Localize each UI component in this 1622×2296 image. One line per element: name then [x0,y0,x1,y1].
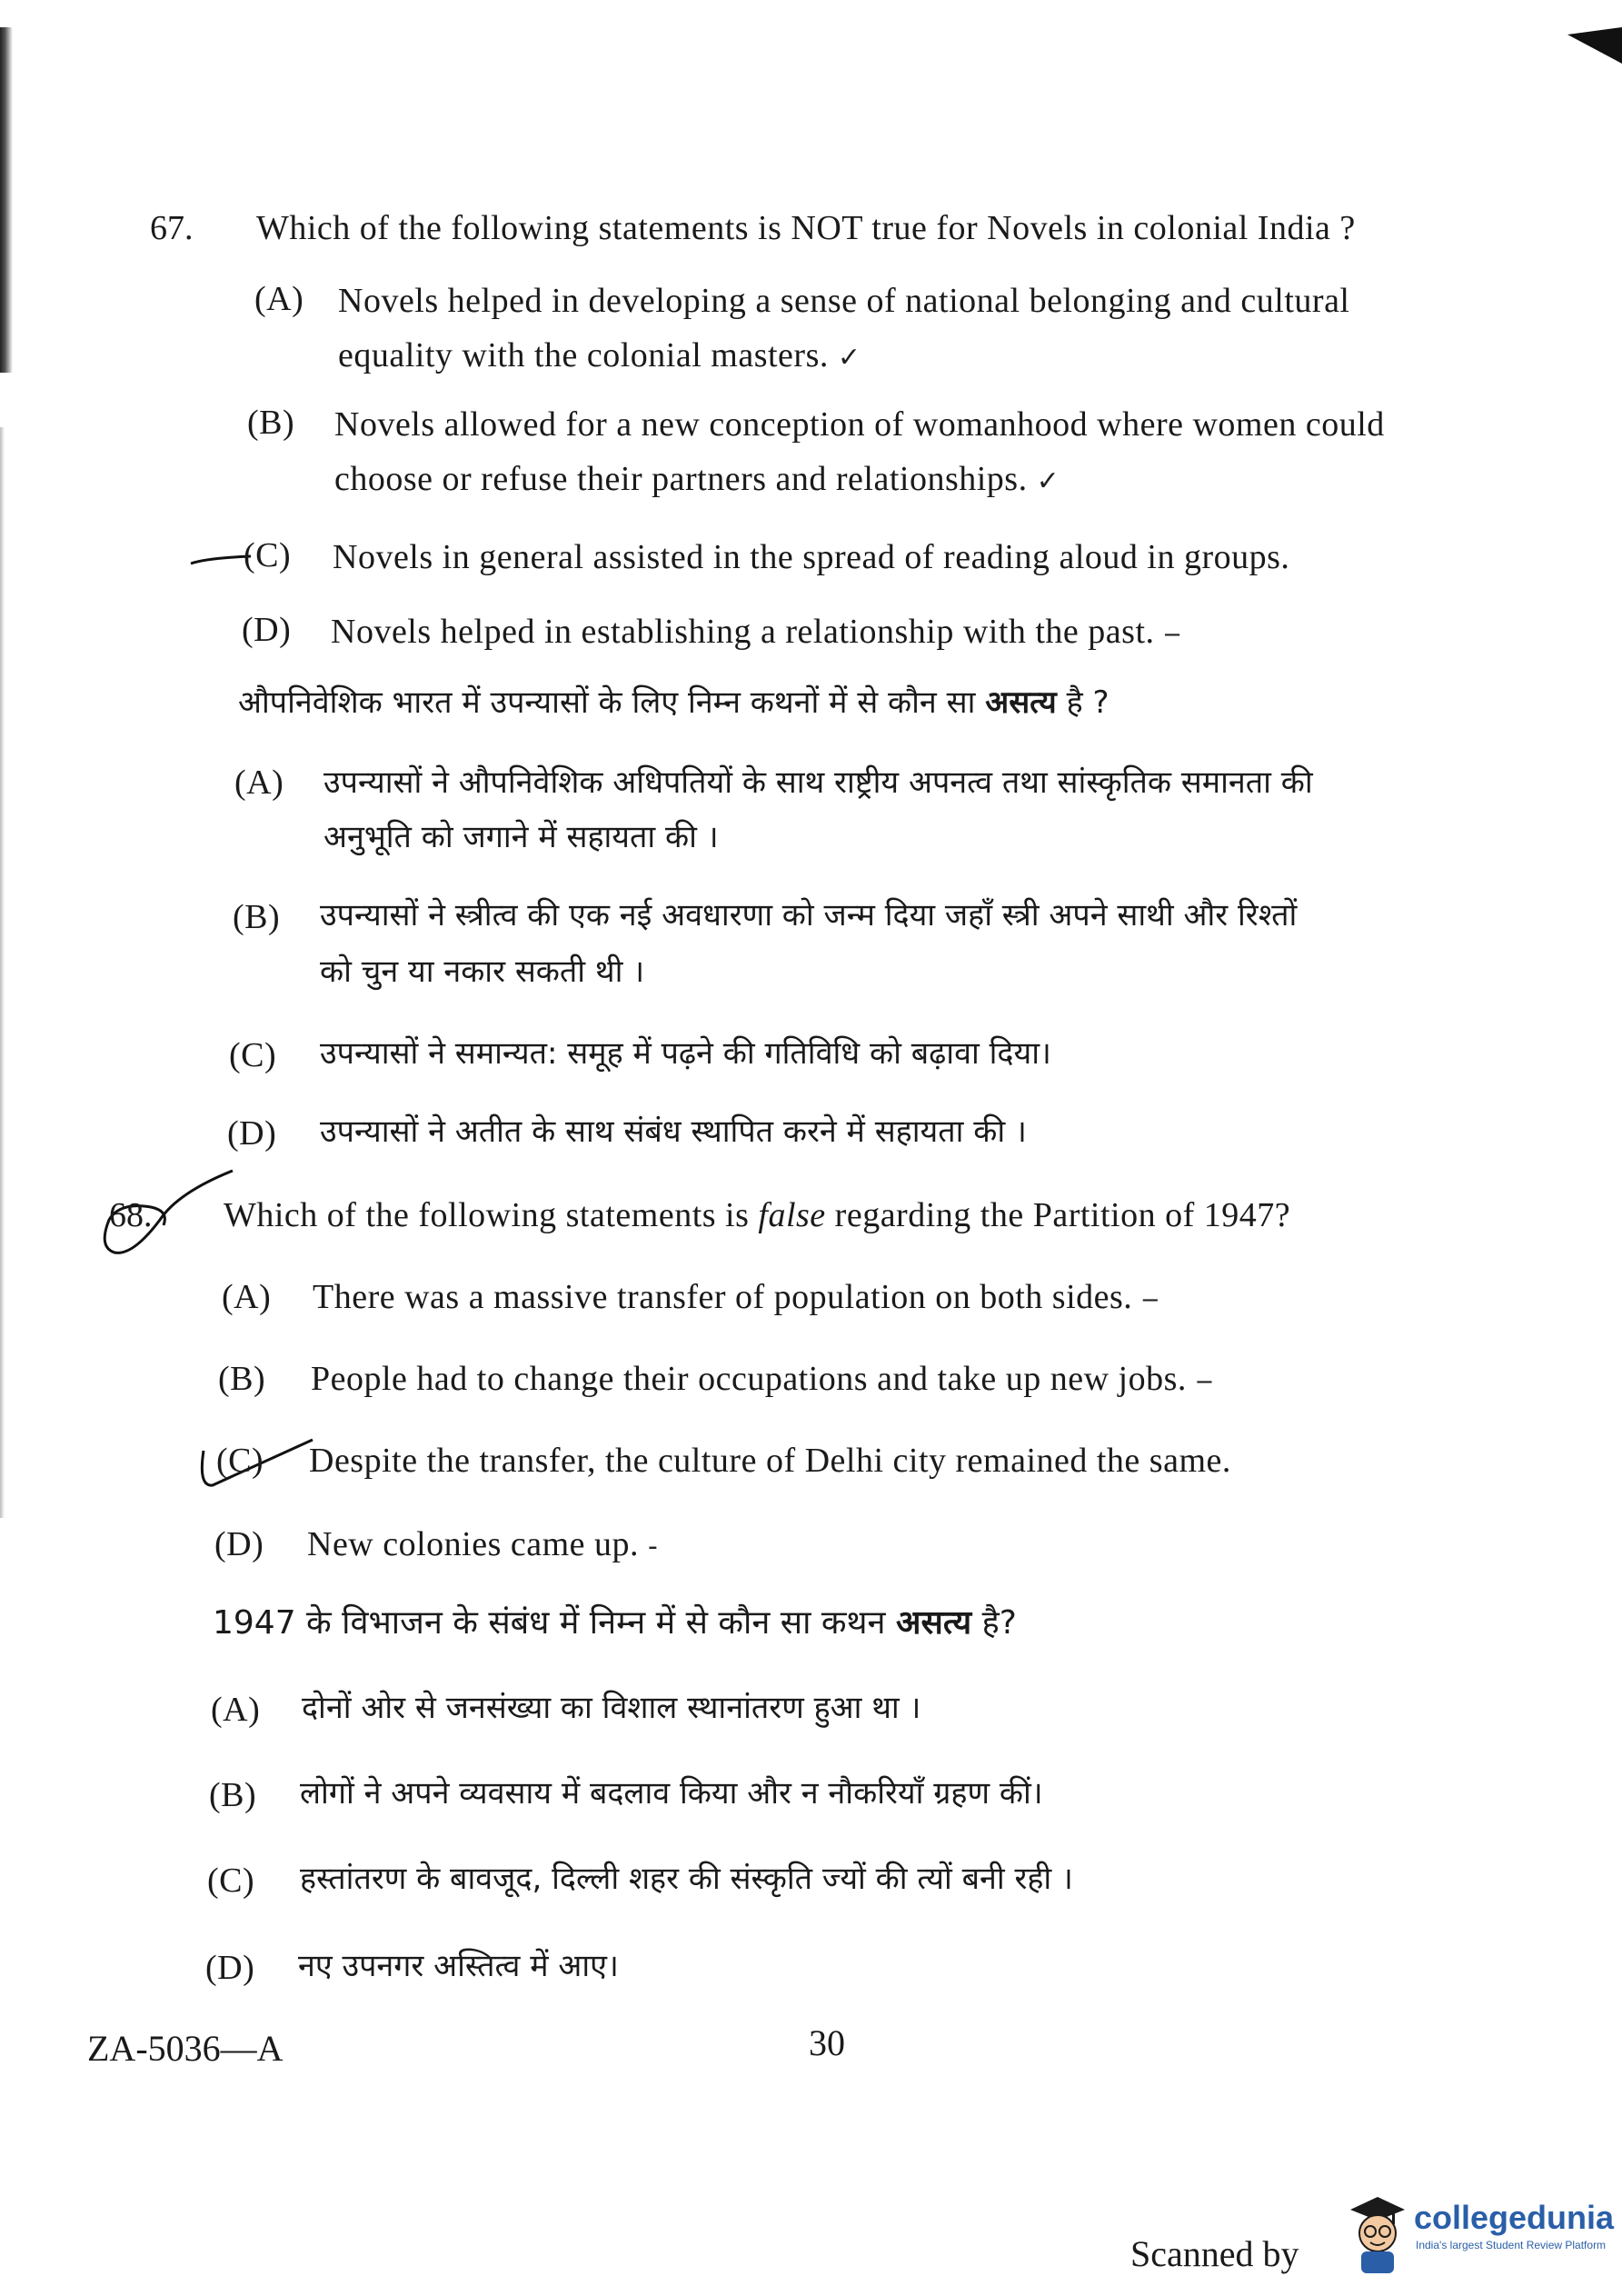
option-label: (D) [242,611,292,649]
page-number: 30 [809,2022,845,2063]
collegedunia-logo [1343,2186,1616,2286]
option-label: (B) [233,898,281,936]
option-text-hindi: उपन्यासों ने स्त्रीत्व की एक नई अवधारणा को जन्म दिया जहाँ स्त्री अपने साथी और रिश्तों [320,897,1298,933]
scan-edge-artifact [0,27,13,373]
option-label: (A) [254,280,304,318]
option-label: (A) [234,764,284,802]
question-text-hindi: औपनिवेशिक भारत में उपन्यासों के लिए निम्न कथनों में से कौन सा असत्य है ? [238,684,1110,721]
option-text: New colonies came up. ‐ [307,1525,659,1563]
option-label: (A) [211,1691,261,1729]
option-text-hindi: अनुभूति को जगाने में सहायता की । [323,819,719,855]
scan-edge-artifact [0,427,5,1518]
option-label: (D) [227,1114,277,1153]
dash-mark-icon: ‒ [1141,1283,1159,1315]
option-text-hindi: हस्तांतरण के बावजूद, दिल्ली शहर की संस्कृति ज्यों की त्यों बनी रही । [300,1861,1073,1897]
corner-registration-mark [1567,27,1622,73]
option-text: People had to change their occupations and take up new jobs. ‒ [311,1360,1214,1398]
option-label: (D) [205,1949,255,1987]
logo-tagline: India's largest Student Review Platform [1416,2239,1607,2251]
option-label: (C) [216,1442,264,1480]
option-text-hindi: को चुन या नकार सकती थी । [320,953,645,990]
option-text-hindi: उपन्यासों ने अतीत के साथ संबंध स्थापित करने में सहायता की । [320,1113,1027,1150]
question-number: 68. [109,1196,153,1234]
option-text: Novels helped in establishing a relationship with the past. ‒ [331,613,1182,651]
option-text-hindi: दोनों ओर से जनसंख्या का विशाल स्थानांतरण हुआ था । [302,1690,921,1726]
dash-mark-icon: ‐ [648,1531,659,1562]
mascot-icon [1343,2186,1412,2277]
paper-code: ZA-5036—A [87,2028,284,2069]
logo-name: collegedunia [1414,2199,1615,2236]
option-text-hindi: लोगों ने अपने व्यवसाय में बदलाव किया और न नौकरियाँ ग्रहण कीं। [300,1775,1043,1812]
option-label: (C) [229,1036,277,1074]
option-text: Novels in general assisted in the spread of reading aloud in groups. [333,538,1290,576]
option-text: Novels allowed for a new conception of womanhood where women could [334,405,1385,444]
option-label: (B) [209,1776,257,1814]
question-text-hindi: 1947 के विभाजन के संबंध में निम्न में से कौन सा कथन असत्य है? [213,1604,1017,1642]
option-label: (C) [207,1862,255,1900]
option-text: There was a massive transfer of population on both sides. ‒ [313,1278,1159,1316]
question-text: Which of the following statements is false regarding the Partition of 1947? [224,1196,1291,1234]
scanned-by-text: Scanned by [1130,2233,1299,2274]
option-text: equality with the colonial masters. ✓ [338,336,861,374]
question-text: Which of the following statements is NOT true for Novels in colonial India ? [256,209,1356,247]
dash-mark-icon: ‒ [1163,618,1182,650]
option-text: Novels helped in developing a sense of national belonging and cultural [338,282,1350,320]
option-text-hindi: नए उपनगर अस्तित्व में आए। [298,1948,619,1984]
option-text-hindi: उपन्यासों ने औपनिवेशिक अधिपतियों के साथ राष्ट्रीय अपनत्व तथा सांस्कृतिक समानता की [323,764,1313,801]
dash-mark-icon: ‒ [1195,1365,1214,1397]
option-label: (D) [214,1525,264,1563]
option-label: (C) [244,536,292,574]
option-text-hindi: उपन्यासों ने समान्यत: समूह में पढ़ने की गतिविधि को बढ़ावा दिया। [320,1035,1051,1072]
option-text: choose or refuse their partners and relationships. ✓ [334,460,1060,498]
check-mark-icon: ✓ [837,342,861,374]
option-text: Despite the transfer, the culture of Delhi city remained the same. [309,1442,1231,1480]
check-mark-icon: ✓ [1036,465,1060,497]
question-number: 67. [150,209,194,247]
option-label: (A) [222,1278,272,1316]
option-label: (B) [218,1360,266,1398]
option-label: (B) [247,404,295,442]
